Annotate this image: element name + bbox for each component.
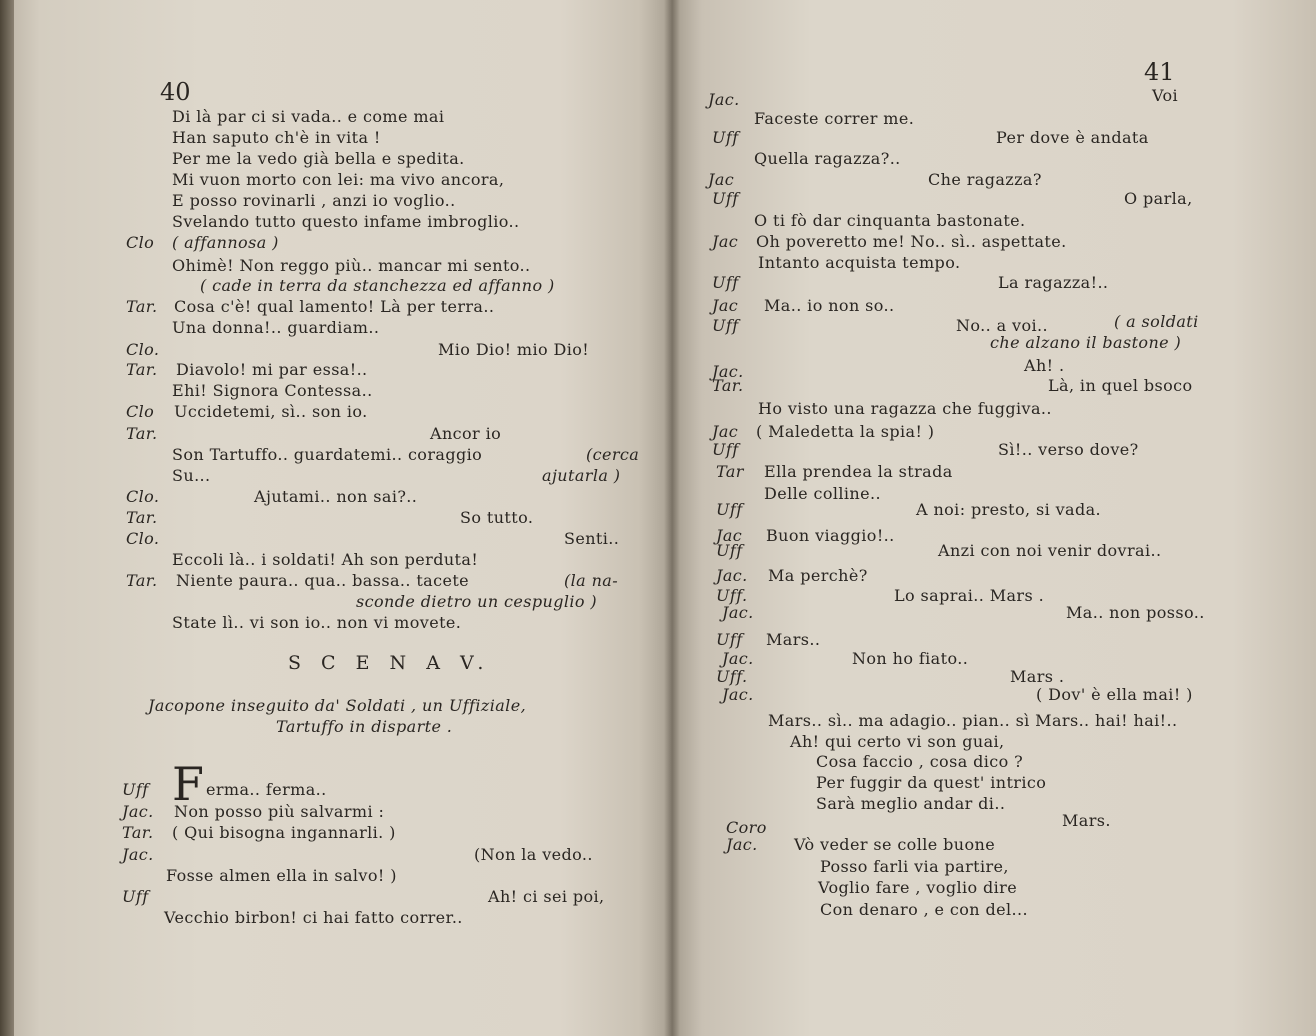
speaker-label: Uff. — [716, 667, 748, 686]
verse-line: Ella prendea la strada — [764, 462, 953, 481]
speaker-label: Uff — [712, 316, 739, 335]
verse-line: O parla, — [1124, 189, 1193, 208]
speaker-label: Tar. — [126, 571, 158, 590]
verse-line: Non posso più salvarmi : — [174, 802, 385, 821]
speaker-label: Jac — [712, 232, 739, 251]
speaker-label: Uff — [712, 128, 739, 147]
verse-line: Là, in quel bsoco — [1048, 376, 1193, 395]
stage-direction: Tartuffo in disparte . — [276, 717, 453, 736]
verse-line: Fosse almen ella in salvo! ) — [166, 866, 397, 885]
speaker-label: Tar. — [126, 508, 158, 527]
verse-line: La ragazza!.. — [998, 273, 1109, 292]
speaker-label: Clo — [126, 402, 155, 421]
verse-line: (cerca — [586, 445, 640, 464]
verse-line: Mars . — [1010, 667, 1065, 686]
verse-line: Ma perchè? — [768, 566, 868, 585]
speaker-label: Uff — [122, 887, 149, 906]
speaker-label: Jac — [716, 526, 743, 545]
verse-line: Di là par ci si vada.. e come mai — [172, 107, 445, 126]
verse-line: Posso farli via partire, — [820, 857, 1009, 876]
speaker-label: Tar. — [126, 297, 158, 316]
catchword: Voi — [1152, 86, 1179, 105]
verse-line: (la na- — [564, 571, 619, 590]
verse-line: Diavolo! mi par essa!.. — [176, 360, 368, 379]
speaker-label: Jac. — [722, 649, 754, 668]
verse-line: Per fuggir da quest' intrico — [816, 773, 1047, 792]
verse-line: Ohimè! Non reggo più.. mancar mi sento.. — [172, 256, 531, 275]
speaker-label: Uff — [716, 630, 743, 649]
verse-line: Lo saprai.. Mars . — [894, 586, 1045, 605]
verse-line: ( a soldati — [1114, 312, 1199, 331]
verse-line: Sarà meglio andar di.. — [816, 794, 1006, 813]
speaker-label: Uff — [716, 500, 743, 519]
verse-line: (Non la vedo.. — [474, 845, 593, 864]
speaker-label: Jac. — [722, 603, 754, 622]
speaker-label: Tar. — [126, 424, 158, 443]
verse-line: Mars.. — [766, 630, 821, 649]
verse-line: Vò veder se colle buone — [794, 835, 996, 854]
verse-line: Non ho fiato.. — [852, 649, 969, 668]
verse-line: sconde dietro un cespuglio ) — [356, 592, 598, 611]
speaker-label: Jac. — [712, 362, 744, 381]
speaker-label: Uff — [716, 541, 743, 560]
verse-line: Quella ragazza?.. — [754, 149, 901, 168]
page-edge — [0, 0, 14, 1036]
speaker-label: Clo. — [126, 529, 160, 548]
verse-line: Ehi! Signora Contessa.. — [172, 381, 373, 400]
speaker-label: Uff — [712, 440, 739, 459]
speaker-label: Coro — [726, 818, 767, 837]
speaker-label: Jac — [712, 296, 739, 315]
speaker-label: Uff. — [716, 586, 748, 605]
verse-line: Sì!.. verso dove? — [998, 440, 1139, 459]
book-spine — [664, 0, 680, 1036]
verse-line: Ah! qui certo vi son guai, — [790, 732, 1005, 751]
verse-line: Han saputo ch'è in vita ! — [172, 128, 381, 147]
verse-line: erma.. ferma.. — [206, 780, 327, 799]
verse-line: ( cade in terra da stanchezza ed affanno ) — [200, 276, 555, 295]
speaker-label: Tar — [716, 462, 744, 481]
speaker-label: Jac. — [122, 845, 154, 864]
verse-line: A noi: presto, si vada. — [916, 500, 1102, 519]
right-page — [672, 0, 1316, 1036]
verse-line: E posso rovinarli , anzi io voglio.. — [172, 191, 456, 210]
verse-line: Ah! ci sei poi, — [488, 887, 605, 906]
speaker-label: Tar. — [126, 360, 158, 379]
verse-line: Svelando tutto questo infame imbroglio.. — [172, 212, 520, 231]
verse-line: Senti.. — [564, 529, 620, 548]
verse-line: Che ragazza? — [928, 170, 1042, 189]
verse-line: O ti fò dar cinquanta bastonate. — [754, 211, 1026, 230]
verse-line: Mars. — [1062, 811, 1111, 830]
verse-line: ( Qui bisogna ingannarli. ) — [172, 823, 396, 842]
verse-line: ( affannosa ) — [172, 233, 279, 252]
verse-line: Con denaro , e con del... — [820, 900, 1028, 919]
verse-line: Ma.. io non so.. — [764, 296, 895, 315]
verse-line: ( Dov' è ella mai! ) — [1036, 685, 1193, 704]
verse-line: Uccidetemi, sì.. son io. — [174, 402, 368, 421]
speaker-label: Jac — [712, 422, 739, 441]
speaker-label: Tar. — [122, 823, 154, 842]
verse-line: Per me la vedo già bella e spedita. — [172, 149, 465, 168]
verse-line: Faceste correr me. — [754, 109, 915, 128]
scene-title: S C E N A V. — [288, 652, 491, 674]
speaker-label: Jac. — [726, 835, 758, 854]
page-number-right: 41 — [1144, 58, 1175, 86]
speaker-label: Jac — [708, 170, 735, 189]
verse-line: Ancor io — [430, 424, 502, 443]
verse-line: Eccoli là.. i soldati! Ah son perduta! — [172, 550, 479, 569]
verse-line: Cosa faccio , cosa dico ? — [816, 752, 1024, 771]
verse-line: Buon viaggio!.. — [766, 526, 895, 545]
verse-line: Per dove è andata — [996, 128, 1149, 147]
speaker-label: Jac. — [722, 685, 754, 704]
verse-line: Mio Dio! mio Dio! — [438, 340, 590, 359]
stage-direction: Jacopone inseguito da' Soldati , un Uffiziale, — [148, 696, 527, 715]
verse-line: Anzi con noi venir dovrai.. — [938, 541, 1162, 560]
verse-line: No.. a voi.. — [956, 316, 1048, 335]
verse-line: State lì.. vi son io.. non vi movete. — [172, 613, 462, 632]
verse-line: Ah! . — [1024, 356, 1065, 375]
verse-line: Voglio fare , voglio dire — [818, 878, 1018, 897]
speaker-label: Clo. — [126, 487, 160, 506]
verse-line: Ajutami.. non sai?.. — [254, 487, 418, 506]
page-number-left: 40 — [160, 78, 191, 106]
verse-line: Mi vuon morto con lei: ma vivo ancora, — [172, 170, 505, 189]
speaker-label: Clo — [126, 233, 155, 252]
speaker-label: Jac. — [708, 90, 740, 109]
drop-cap: F — [172, 757, 205, 811]
verse-line: Ma.. non posso.. — [1066, 603, 1205, 622]
speaker-label: Uff — [712, 189, 739, 208]
speaker-label: Tar. — [712, 376, 744, 395]
verse-line: Oh poveretto me! No.. sì.. aspettate. — [756, 232, 1067, 251]
verse-line: ajutarla ) — [542, 466, 621, 485]
speaker-label: Uff — [122, 780, 149, 799]
verse-line: Ho visto una ragazza che fuggiva.. — [758, 399, 1052, 418]
speaker-label: Jac. — [716, 566, 748, 585]
verse-line: Una donna!.. guardiam.. — [172, 318, 380, 337]
verse-line: che alzano il bastone ) — [990, 333, 1182, 352]
verse-line: Intanto acquista tempo. — [758, 253, 961, 272]
verse-line: Son Tartuffo.. guardatemi.. coraggio — [172, 445, 483, 464]
speaker-label: Clo. — [126, 340, 160, 359]
verse-line: Vecchio birbon! ci hai fatto correr.. — [164, 908, 463, 927]
verse-line: Mars.. sì.. ma adagio.. pian.. sì Mars.. hai! hai!.. — [768, 711, 1178, 730]
verse-line: So tutto. — [460, 508, 534, 527]
speaker-label: Uff — [712, 273, 739, 292]
verse-line: Su... — [172, 466, 211, 485]
verse-line: Delle colline.. — [764, 484, 881, 503]
speaker-label: Jac. — [122, 802, 154, 821]
verse-line: Cosa c'è! qual lamento! Là per terra.. — [174, 297, 495, 316]
verse-line: Niente paura.. qua.. bassa.. tacete — [176, 571, 470, 590]
verse-line: ( Maledetta la spia! ) — [756, 422, 935, 441]
